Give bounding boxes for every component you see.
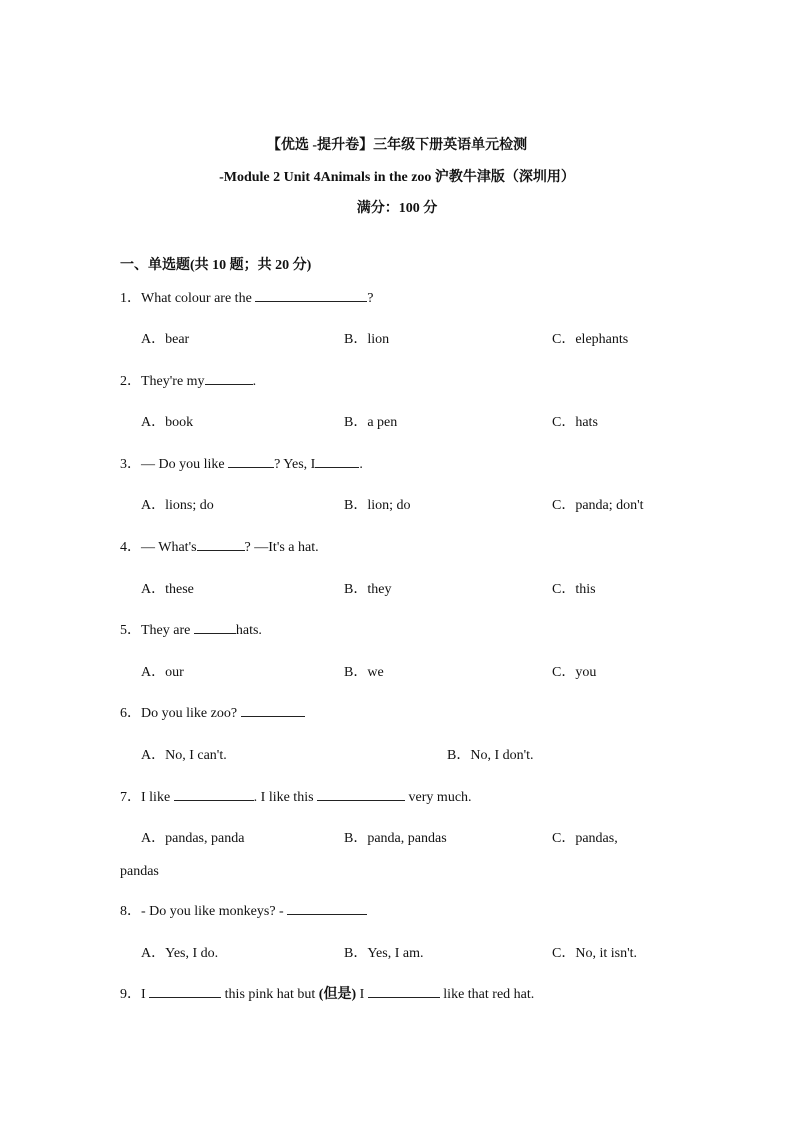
question-5: 5．They are hats. [120, 619, 262, 639]
question-3: 3．— Do you like ? Yes, I . [120, 453, 363, 473]
q3-option-c: C．panda; don't [552, 498, 644, 513]
q7-option-a: A．pandas, panda [141, 831, 245, 846]
question-4: 4．— What's ? —It's a hat. [120, 536, 319, 556]
question-1: 1．What colour are the ? [120, 287, 374, 307]
q5-option-a: A．our [141, 665, 184, 680]
answer-blank [315, 453, 359, 468]
q6-option-b: B．No, I don't. [447, 748, 534, 763]
answer-blank [228, 453, 274, 468]
answer-blank [205, 370, 253, 385]
q7-option-c-continuation: pandas [120, 864, 159, 879]
answer-blank [194, 619, 236, 634]
answer-blank [287, 900, 367, 915]
q4-option-a: A．these [141, 582, 194, 597]
q5-option-b: B．we [344, 665, 384, 680]
q1-option-a: A．bear [141, 332, 190, 347]
question-8: 8．- Do you like monkeys? - [120, 900, 367, 920]
answer-blank [255, 287, 367, 302]
doc-subtitle: -Module 2 Unit 4Animals in the zoo 沪教牛津版（深圳用） [219, 170, 575, 185]
q8-option-a: A．Yes, I do. [141, 946, 219, 961]
answer-blank [368, 983, 440, 998]
answer-blank [241, 702, 305, 717]
q7-option-b: B．panda, pandas [344, 831, 447, 846]
q8-option-b: B．Yes, I am. [344, 946, 424, 961]
q5-option-c: C．you [552, 665, 597, 680]
q4-option-c: C．this [552, 582, 596, 597]
section-heading: 一、单选题(共 10 题；共 20 分) [120, 258, 312, 273]
q2-option-c: C．hats [552, 415, 598, 430]
question-9: 9．I this pink hat but (但是) I like that red hat. [120, 983, 534, 1003]
doc-title: 【优选 -提升卷】三年级下册英语单元检测 [266, 138, 528, 153]
q8-option-c: C．No, it isn't. [552, 946, 637, 961]
q1-option-c: C．elephants [552, 332, 629, 347]
answer-blank [174, 786, 254, 801]
q3-option-a: A．lions; do [141, 498, 214, 513]
question-7: 7．I like . I like this very much. [120, 786, 472, 806]
q7-option-c: C．pandas, [552, 831, 618, 846]
q2-option-a: A．book [141, 415, 194, 430]
answer-blank [149, 983, 221, 998]
full-score: 满分：100 分 [356, 201, 438, 216]
q4-option-b: B．they [344, 582, 392, 597]
question-2: 2．They're my . [120, 370, 256, 390]
q6-option-a: A．No, I can't. [141, 748, 227, 763]
question-6: 6．Do you like zoo? [120, 702, 305, 722]
q2-option-b: B．a pen [344, 415, 398, 430]
q3-option-b: B．lion; do [344, 498, 411, 513]
answer-blank [317, 786, 405, 801]
answer-blank [197, 536, 245, 551]
q1-option-b: B．lion [344, 332, 390, 347]
